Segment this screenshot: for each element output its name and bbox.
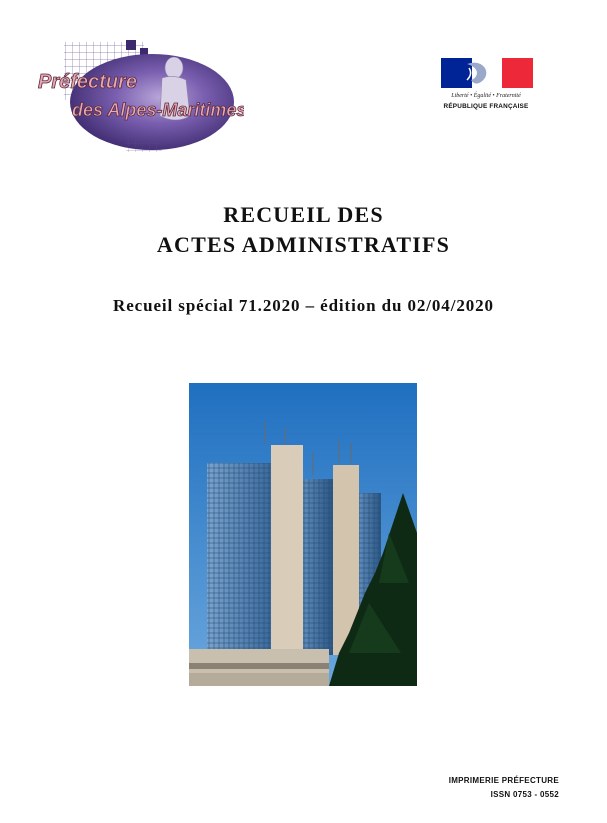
issn-label: ISSN 0753 - 0552 (490, 790, 559, 799)
french-flag-marianne-icon (441, 58, 533, 88)
republique-francaise-logo (437, 58, 535, 118)
footer-printer-info (449, 774, 559, 802)
title-line-2: ACTES ADMINISTRATIFS (156, 232, 451, 257)
building-photo-image (189, 383, 417, 686)
republic-motto: Liberté • Égalité • Fraternité (451, 93, 521, 99)
prefecture-building-photo (189, 383, 417, 686)
prefecture-logo (30, 38, 244, 156)
edition-subtitle: Recueil spécial 71.2020 – édition du 02/04/2020 (113, 296, 494, 315)
prefecture-logo-line2: des Alpes-Maritimes (72, 100, 244, 120)
title-line-1: RECUEIL DES (223, 202, 384, 227)
prefecture-logo-graphic (30, 38, 244, 156)
printer-label: IMPRIMERIE PRÉFECTURE (448, 776, 559, 785)
republic-name: RÉPUBLIQUE FRANÇAISE (443, 103, 529, 110)
page-title (0, 200, 607, 260)
prefecture-logo-line1: Préfecture (38, 71, 137, 93)
